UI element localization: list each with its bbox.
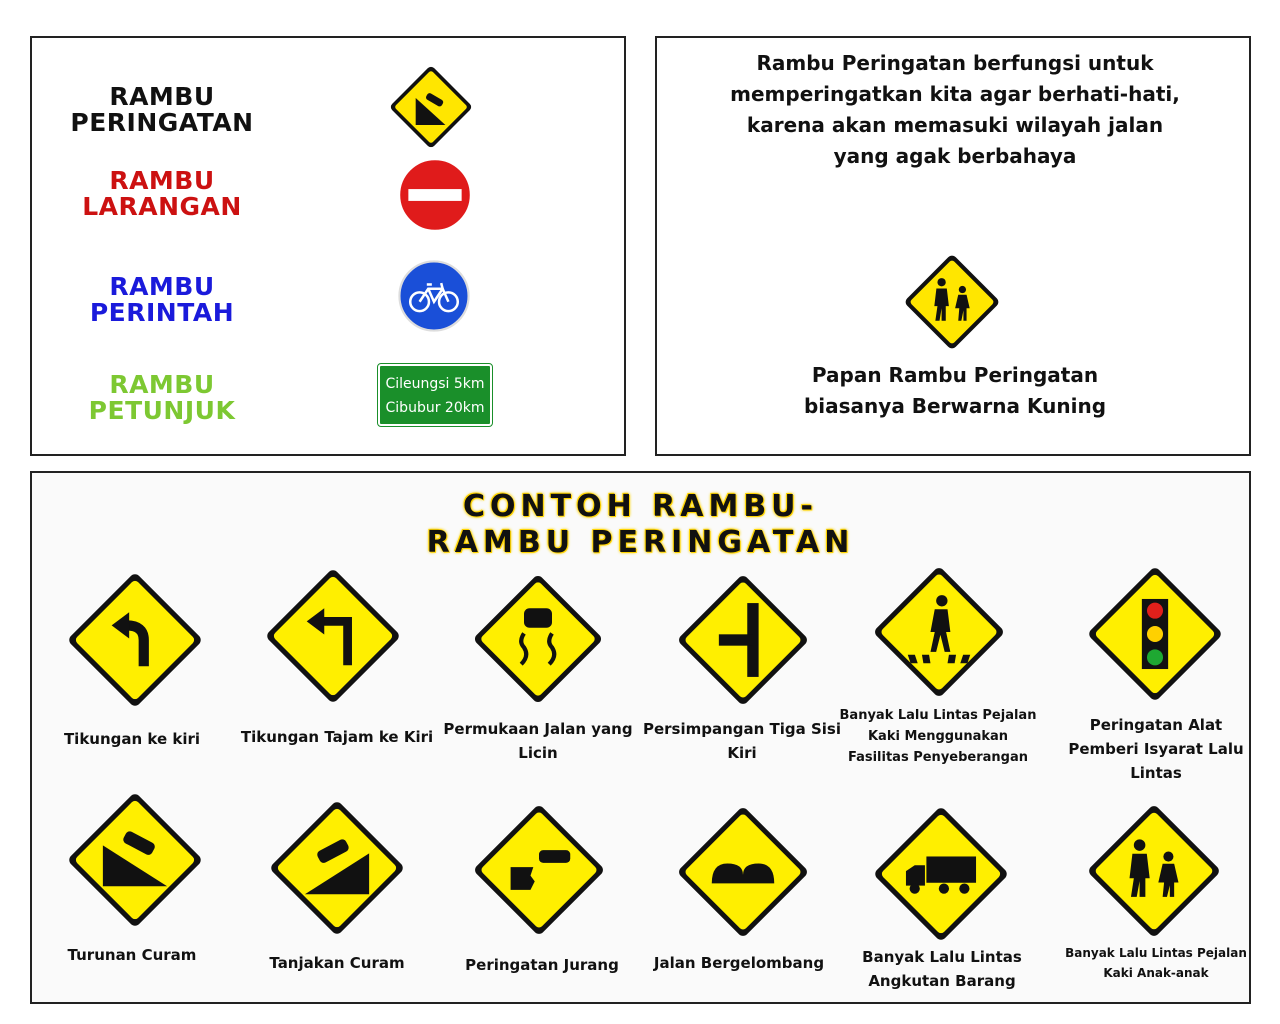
children-crossing-sign-icon — [1082, 799, 1226, 943]
slippery-road-sign-icon — [468, 569, 608, 709]
info-note — [717, 360, 1193, 422]
examples-panel — [30, 471, 1251, 1004]
info-panel — [655, 36, 1251, 456]
pedestrian-crossing-sign-icon — [868, 561, 1010, 703]
direction-board-icon — [378, 364, 492, 426]
caption-pejalan-kaki-anak: Banyak Lalu Lintas Pejalan Kaki Anak-anak — [1065, 946, 1247, 980]
type-label-perintah: RAMBU PERINTAH — [89, 272, 235, 327]
steep-descent-sign-icon — [62, 787, 208, 933]
info-description: Rambu Peringatan berfungsi untuk memperingatkan kita agar berhati-hati, karena akan memasuki wilayah jalan yang agak berbahaya — [730, 51, 1180, 168]
direction-board-line1: Cileungsi 5km — [385, 376, 485, 392]
type-label-petunjuk: RAMBU PETUNJUK — [88, 370, 236, 425]
no-entry-sign-icon — [398, 158, 472, 232]
t-junction-left-sign-icon — [672, 569, 814, 711]
caption-angkutan-barang: Banyak Lalu Lintas Angkutan Barang — [862, 948, 1022, 990]
steep-ascent-sign-icon — [264, 795, 410, 941]
downhill-warning-sign-icon — [386, 62, 476, 152]
caption-peringatan-jurang: Peringatan Jurang — [465, 956, 619, 974]
cliff-edge-sign-icon — [468, 799, 610, 941]
caption-tikungan-kiri: Tikungan ke kiri — [63, 730, 201, 748]
sign-types-panel — [30, 36, 626, 456]
caption-jalan-licin: Permukaan Jalan yang Licin — [443, 720, 633, 762]
bumpy-road-sign-icon — [672, 801, 814, 943]
truck-traffic-sign-icon — [868, 801, 1014, 947]
examples-title: CONTOH RAMBU- RAMBU PERINGATAN — [426, 489, 855, 560]
caption-persimpangan-tiga: Persimpangan Tiga Sisi Kiri — [642, 720, 842, 762]
caption-pejalan-kaki-penyeberangan: Banyak Lalu Lintas Pejalan Kaki Menggunakan Fasilitas Penyeberangan — [839, 708, 1037, 765]
left-curve-sign-icon — [62, 567, 208, 713]
caption-alat-isyarat: Peringatan Alat Pemberi Isyarat Lalu Lintas — [1068, 716, 1244, 782]
caption-tanjakan-curam: Tanjakan Curam — [269, 954, 405, 972]
direction-board-line2: Cibubur 20km — [385, 400, 485, 416]
info-note-line2: biasanya Berwarna Kuning — [803, 394, 1107, 418]
pedestrian-warning-sign-icon — [900, 250, 1004, 354]
type-label-larangan: RAMBU LARANGAN — [82, 166, 242, 221]
caption-turunan-curam: Turunan Curam — [67, 946, 197, 964]
caption-jalan-bergelombang: Jalan Bergelombang — [653, 954, 825, 972]
info-note-line1: Papan Rambu Peringatan — [811, 363, 1099, 387]
traffic-light-sign-icon — [1082, 561, 1228, 707]
bicycle-sign-icon — [398, 260, 470, 332]
caption-tikungan-tajam: Tikungan Tajam ke Kiri — [240, 728, 434, 746]
type-label-peringatan: RAMBU PERINGATAN — [70, 82, 254, 137]
sharp-left-turn-sign-icon — [260, 563, 406, 709]
